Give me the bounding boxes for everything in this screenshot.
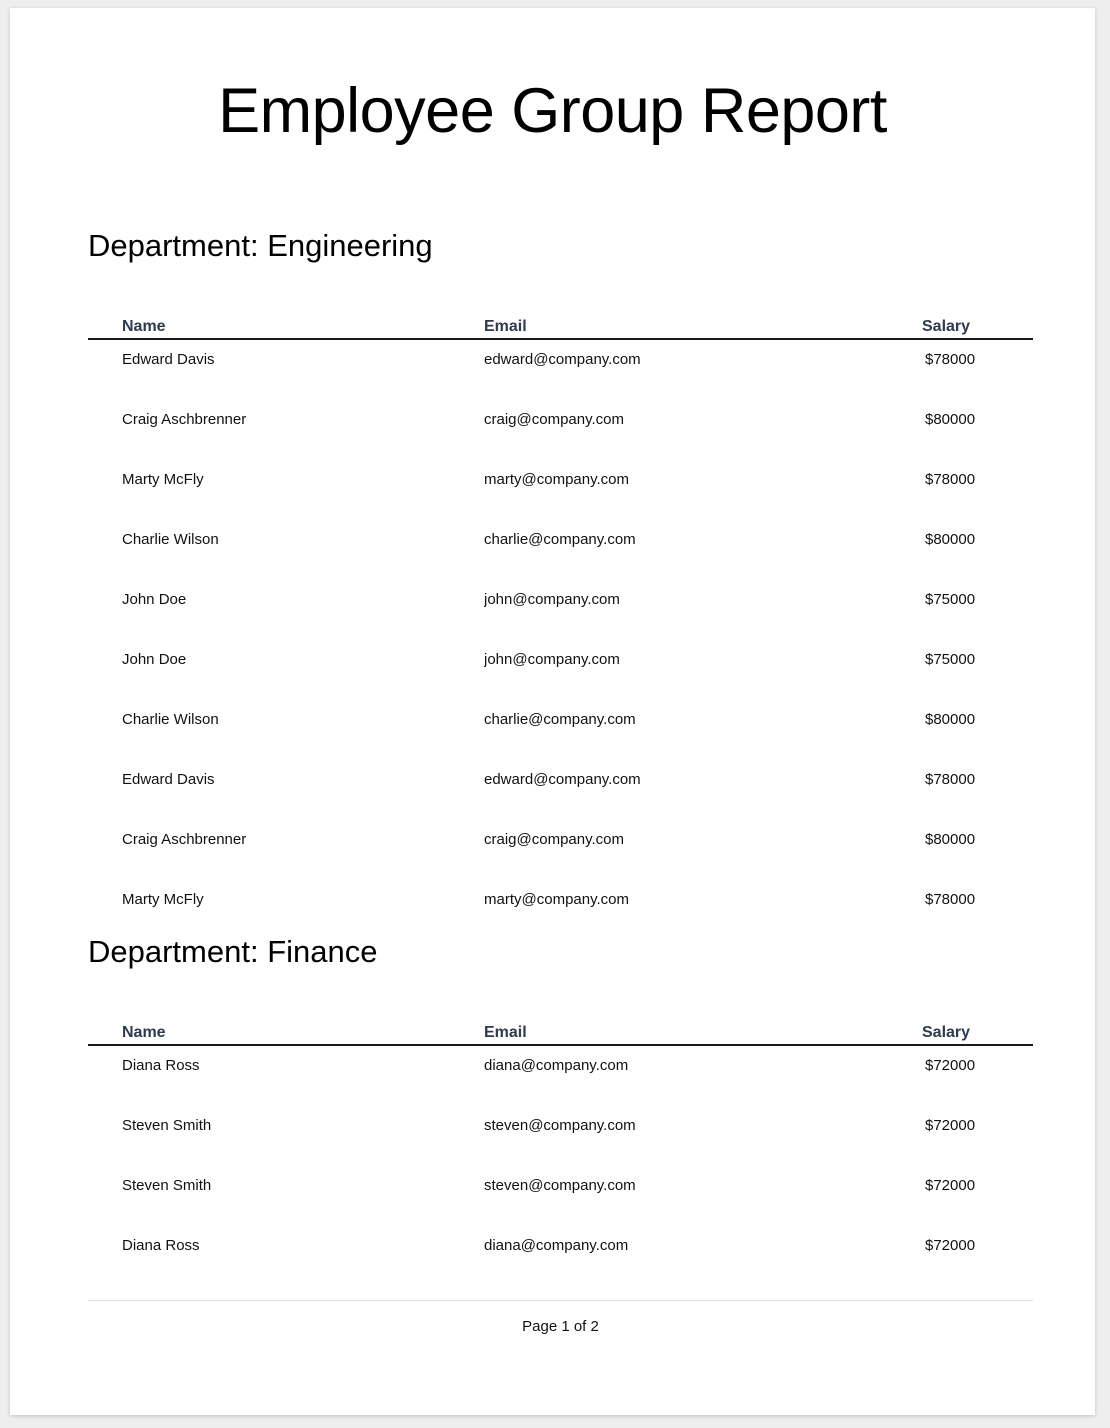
cell-salary: $78000 bbox=[925, 771, 976, 788]
employee-table bbox=[88, 1020, 1033, 1286]
cell-email: steven@company.com bbox=[484, 1117, 636, 1134]
cell-name: Steven Smith bbox=[122, 1177, 212, 1194]
cell-salary: $80000 bbox=[925, 711, 976, 728]
table-header-row bbox=[88, 1020, 1033, 1046]
column-header-name: Name bbox=[122, 1024, 166, 1041]
page-footer: Page 1 of 2 bbox=[522, 1318, 599, 1335]
cell-email: john@company.com bbox=[484, 651, 620, 668]
table-row bbox=[88, 1226, 1033, 1286]
cell-email: craig@company.com bbox=[484, 831, 624, 848]
table-row bbox=[88, 760, 1033, 820]
footer-divider bbox=[88, 1300, 1033, 1301]
cell-salary: $80000 bbox=[925, 831, 976, 848]
column-header-email: Email bbox=[484, 318, 527, 335]
cell-salary: $72000 bbox=[925, 1057, 976, 1074]
cell-salary: $75000 bbox=[925, 651, 976, 668]
table-row bbox=[88, 580, 1033, 640]
cell-email: charlie@company.com bbox=[484, 711, 636, 728]
table-row bbox=[88, 640, 1033, 700]
cell-email: edward@company.com bbox=[484, 771, 641, 788]
cell-salary: $80000 bbox=[925, 411, 976, 428]
employee-table bbox=[88, 314, 1033, 940]
cell-salary: $80000 bbox=[925, 531, 976, 548]
cell-email: steven@company.com bbox=[484, 1177, 636, 1194]
cell-salary: $78000 bbox=[925, 351, 976, 368]
column-header-salary: Salary bbox=[922, 318, 971, 335]
cell-salary: $75000 bbox=[925, 591, 976, 608]
column-header-email: Email bbox=[484, 1024, 527, 1041]
cell-email: charlie@company.com bbox=[484, 531, 636, 548]
cell-email: marty@company.com bbox=[484, 471, 629, 488]
column-header-salary: Salary bbox=[922, 1024, 971, 1041]
cell-email: diana@company.com bbox=[484, 1237, 629, 1254]
cell-name: Charlie Wilson bbox=[122, 531, 219, 548]
table-row bbox=[88, 1166, 1033, 1226]
table-row bbox=[88, 1106, 1033, 1166]
table-row bbox=[88, 460, 1033, 520]
table-row bbox=[88, 1046, 1033, 1106]
table-row bbox=[88, 400, 1033, 460]
cell-email: diana@company.com bbox=[484, 1057, 629, 1074]
page-title: Employee Group Report bbox=[218, 76, 887, 146]
cell-name: Edward Davis bbox=[122, 351, 215, 368]
department-heading: Department: Engineering bbox=[88, 228, 433, 263]
department-heading: Department: Finance bbox=[88, 934, 378, 969]
cell-name: John Doe bbox=[122, 651, 187, 668]
cell-salary: $72000 bbox=[925, 1177, 976, 1194]
cell-salary: $72000 bbox=[925, 1237, 976, 1254]
cell-email: john@company.com bbox=[484, 591, 620, 608]
table-row bbox=[88, 880, 1033, 940]
table-row bbox=[88, 340, 1033, 400]
table-row bbox=[88, 520, 1033, 580]
cell-name: Diana Ross bbox=[122, 1237, 200, 1254]
cell-name: Marty McFly bbox=[122, 891, 204, 908]
cell-name: Craig Aschbrenner bbox=[122, 831, 247, 848]
column-header-name: Name bbox=[122, 318, 166, 335]
cell-name: Charlie Wilson bbox=[122, 711, 219, 728]
cell-email: marty@company.com bbox=[484, 891, 629, 908]
cell-name: Craig Aschbrenner bbox=[122, 411, 247, 428]
cell-name: Steven Smith bbox=[122, 1117, 212, 1134]
cell-name: John Doe bbox=[122, 591, 187, 608]
cell-name: Marty McFly bbox=[122, 471, 204, 488]
table-row bbox=[88, 820, 1033, 880]
document-page bbox=[10, 8, 1095, 1415]
cell-salary: $78000 bbox=[925, 891, 976, 908]
cell-email: edward@company.com bbox=[484, 351, 641, 368]
table-row bbox=[88, 700, 1033, 760]
cell-email: craig@company.com bbox=[484, 411, 624, 428]
table-header-row bbox=[88, 314, 1033, 340]
cell-name: Edward Davis bbox=[122, 771, 215, 788]
cell-name: Diana Ross bbox=[122, 1057, 200, 1074]
cell-salary: $78000 bbox=[925, 471, 976, 488]
cell-salary: $72000 bbox=[925, 1117, 976, 1134]
